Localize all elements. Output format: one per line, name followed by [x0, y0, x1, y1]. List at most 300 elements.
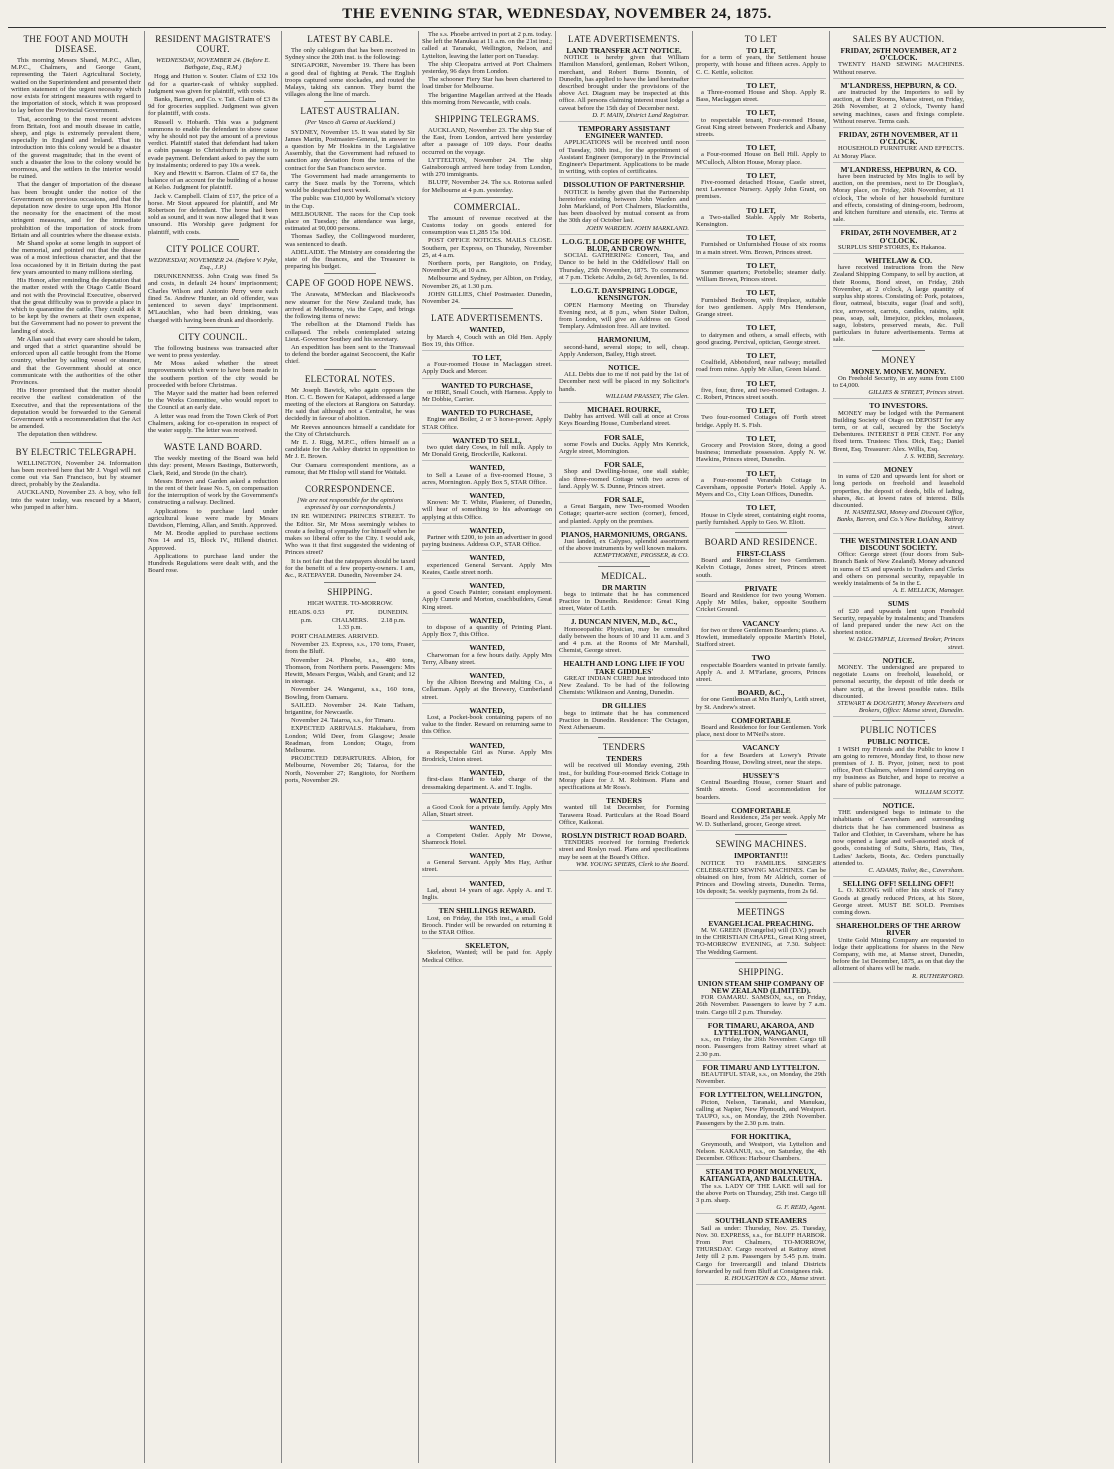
ad-signature: GILLIES & STREET, Princes street.	[868, 389, 964, 397]
advertisement	[696, 172, 826, 204]
ad-body: Coalfield, Abbotsford, near railway; metalled road from mine. Apply Mr Allan, Green Island.	[696, 359, 826, 374]
advertisement	[696, 435, 826, 467]
advertisement	[422, 880, 552, 905]
ad-title: WANTED,	[469, 795, 505, 805]
advertisement	[696, 550, 826, 582]
ad-title: L.O.G.T. DAYSPRING LODGE, KENSINGTON.	[570, 286, 678, 303]
ad-body: a Competent Ostler. Apply Mr Dowse, Shamrock Hotel.	[422, 831, 552, 846]
paragraph: Key and Hewitt v. Barron. Claim of £7 6s, the balance of an account for the building of a house at Kelso. Judgment for plaintiff.	[148, 170, 278, 192]
ad-body: two quiet dairy Cows, in full milk. Apply to Mr Donald Greig, Brockville, Kaikorai.	[422, 443, 552, 459]
paragraph: Northern ports, per Rangitoto, on Friday, November 26, at 10 a.m.	[422, 260, 552, 275]
ad-body: Unite Gold Mining Company are requested to lodge their applications for shares in the New Company, with me, at Manse street, Dunedin, before the 1st December, 1875, as on that day the allotment of shares will be made.	[833, 936, 964, 973]
advertisement	[696, 920, 826, 959]
article-headline: COMMERCIAL.	[453, 201, 521, 212]
ad-body: Charwoman for a few hours daily. Apply Mrs Terry, Albany street.	[422, 651, 552, 666]
advertisement	[422, 644, 552, 669]
ad-title: WANTED,	[469, 463, 505, 473]
tide-cell: PT. CHALMERS. 1.33 p.m.	[331, 609, 369, 631]
ad-body: MONEY. The undersigned are prepared to negotiate Loans on freehold, leasehold, or personal security, the deposit of title deeds or share scrip, at the lowest possible rates. Bills discounted.	[833, 664, 964, 700]
article-headline: CITY COUNCIL.	[178, 331, 248, 342]
ad-body: TWENTY HAND SEWING MACHINES. Without reserve.	[833, 61, 964, 76]
section-divider	[598, 566, 650, 567]
advertisement	[422, 492, 552, 524]
advertisement	[422, 852, 552, 877]
ad-body: Shop and Dwelling-house, one stall stable; also three-roomed Cottage with two acres of land. Apply W. S. Dunne, Princes street.	[559, 468, 689, 490]
article	[696, 537, 826, 836]
ad-body: Five-roomed detached House, Castle street, next Lawrence Nursery. Apply John Grant, on premises.	[696, 179, 826, 201]
article-headline: BOARD AND RESIDENCE.	[704, 536, 818, 547]
paragraph: SINGAPORE, November 19. There has been a good deal of fighting at Perak. The English troops captured some stockades, and routed the Malays, taking six cannon. They burnt the villages along the line of march.	[285, 62, 415, 99]
advertisement	[833, 402, 964, 463]
ad-body: second-hand, several stops; to sell, cheap. Apply Anderson, Bailey, High street.	[559, 343, 689, 358]
article-headline: TO LET	[744, 34, 778, 44]
article-headline: LATE ADVERTISEMENTS.	[431, 313, 543, 324]
article	[422, 202, 552, 309]
article	[559, 571, 689, 739]
ad-body: SOCIAL GATHERING: Concert, Tea, and Dance to be held in the Oddfellows' Hall on Thursday, 25th November, 1875. To commence at 7 p.m. Tickets: Adults, 2s 6d; Juveniles, 1s 6d.	[559, 252, 689, 281]
article	[285, 278, 415, 369]
paragraph: Mr E. J. Rigg, M.P.C., offers himself as a candidate for the Ashley district in opposition to Mr J. E. Brown.	[285, 438, 415, 461]
ad-body: five, four, three, and two-roomed Cottages. J. C. Robert, Princes street south.	[696, 386, 826, 401]
ad-body: Central Boarding House, corner Stuart and Smith streets. Good accommodation for boarders.	[696, 779, 826, 801]
ad-title: WANTED,	[469, 768, 505, 778]
ad-title: WANTED,	[469, 325, 505, 335]
ad-title: TEMPORARY ASSISTANT ENGINEER WANTED.	[577, 124, 671, 141]
ad-body: FOR OAMARU. SAMSON, s.s., on Friday, 26th November. Passengers to leave by 7 a.m. train. Cargo till 2 p.m. Thursday.	[696, 994, 826, 1016]
paragraph: LYTTELTON, November 24. The ship Gainsborough arrived here today from London, with 270 immigrants.	[422, 156, 552, 179]
ad-title: PIANOS, HARMONIUMS, ORGANS.	[561, 529, 687, 539]
paragraph: That the danger of importation of the disease has been brought under the notice of the Government on previous occasions, and that the deputation now desire to urge upon His Honor the necessity for the enactment of the most stringent measures, and for the immediate prohibition of the importation of stock from Britain and all countries where the disease exists.	[11, 181, 142, 239]
paragraph: BLUFF, November 24. The s.s. Rotorua sailed for Melbourne at 4 p.m. yesterday.	[422, 179, 552, 194]
advertisement	[422, 942, 552, 967]
advertisement	[696, 407, 826, 432]
ad-title: NOTICE.	[882, 801, 915, 811]
article-headline: SEWING MACHINES.	[715, 839, 807, 850]
advertisement	[833, 537, 964, 598]
ad-body: SURPLUS SHIP STORES, Ex Hakanoa.	[838, 243, 947, 251]
section-divider	[461, 308, 513, 309]
ad-signature: C. ADAMS, Tailor, &c., Caversham.	[868, 866, 964, 874]
ad-title: TO LET,	[746, 233, 776, 243]
advertisement	[559, 238, 689, 284]
ad-title: WANTED TO SELL,	[452, 435, 522, 445]
article	[696, 839, 826, 902]
advertisement	[696, 352, 826, 377]
paragraph: Mr Shand spoke at some length in support of the memorial, and pointed out that the disease was of a most infectious character, and that the loss occasioned by it in Britain during the past few years amounted to many millions sterling.	[11, 240, 141, 276]
advertisement	[422, 742, 552, 767]
advertisement	[833, 466, 964, 534]
paragraph: Applications to purchase land under agricultural lease were made by Messrs Davidson, Fleming, Allan, and Smith. Approved.	[148, 507, 278, 529]
article-headline: CAPE OF GOOD HOPE NEWS.	[286, 278, 414, 289]
advertisement	[696, 47, 826, 79]
ad-title: DR MARTIN	[601, 582, 647, 592]
ad-body: Dabby has arrived. Will call at once at Cross Keys Boarding House, Cumberland street.	[559, 413, 689, 428]
ad-title: NOTICE.	[882, 655, 915, 665]
article-headline: BY ELECTRIC TELEGRAPH.	[15, 446, 137, 457]
paragraph: A letter was read from the Town Clerk of Port Chalmers, asking for co-operation in respect of the water supply. The letter was received.	[148, 412, 278, 434]
ad-body: The s.s. LADY OF THE LAKE will sail for the above Ports on Thursday, 25th inst. Cargo till 3 p.m. sharp.	[696, 1182, 826, 1204]
advertisement	[422, 326, 552, 351]
paragraph: EXPECTED ARRIVALS. Hakiaharu, from London; Wild Deer, from Glasgow; Jessie Readman, from London; Otago, from Melbourne.	[285, 725, 415, 755]
advertisement	[559, 47, 689, 122]
advertisement	[696, 1022, 826, 1061]
section-divider	[598, 737, 650, 738]
ad-body: NOTICE TO FAMILIES. SINGER'S CELEBRATED SEWING MACHINES. Can be obtained on hire, from Mr Aldrich, corner of Princes and Dowling streets, Dunedin. Terms, 10s deposit; 5s. weekly payments, from 2s 6d.	[696, 859, 826, 896]
tide-cell: DUNEDIN. 2.18 p.m.	[377, 609, 409, 624]
ad-body: have received instructions from the New Zealand Shipping Company, to sell by auction, at their Rooms, Bond street, on Friday, 26th November, at 2 o'clock, A large quantity of surplus ship stores. Consisting of: Pork, potatoes, flour, oatmeal, biscuits, sugar (loaf and soft), rice, arrowroot, carrots, candles, raisins, split peas, soap, salt, limejuice, pickles, molasses, sago, lobsters, preserved meats, &c. Full particulars in future advertisements. Terms at sale.	[833, 264, 964, 344]
advertisement	[422, 617, 552, 642]
ad-body: a Two-stalled Stable. Apply Mr Roberts, Kensington.	[696, 213, 826, 229]
ad-body: to dispose of a quantity of Printing Plant. Apply Box 7, this Office.	[422, 624, 552, 639]
paragraph: The rebellion at the Diamond Fields has collapsed. The rebels contemplated seizing Lieut.-Governor Southey and his secretary.	[285, 321, 415, 343]
ad-body: Office: George street (four doors from Sub-Branch Bank of New Zealand). Money advanced in sums of £5 and upwards to Traders and Clerks and others on personal security, repayable in weekly instalments of 5s in the £.	[833, 551, 964, 587]
section-divider	[872, 350, 924, 351]
ad-body: for a term of years, the Settlement house property, with house and fifteen acres. Apply to C. C. Kettle, solicitor.	[696, 54, 826, 76]
ad-body: a good Coach Painter; constant employment. Apply Cumrie and Morton, coachbuilders, Great King street.	[422, 589, 552, 611]
advertisement	[422, 907, 552, 939]
article	[422, 313, 552, 966]
ad-body: Lost, on Friday, the 19th inst., a small Gold Brooch. Finder will be rewarded on returning it to the STAR Office.	[422, 914, 552, 936]
ad-title: FOR TIMARU AND LYTTELTON.	[702, 1062, 820, 1072]
article	[285, 484, 415, 583]
ad-body: MONEY may be lodged with the Permanent Building Society of Otago on DEPOSIT for any term, or at call, secured by the Society's Debentures. INTEREST 8 PER CENT. For any fixed term. Trustees: Thos. Dick, Esq.; Daniel Brent, Esq. Treasurer: Alex. Willis, Esq.	[833, 409, 964, 453]
advertisement	[696, 807, 826, 832]
advertisement	[559, 702, 689, 734]
paragraph: Mr Allan said that every care should be taken, and urged that a strict quarantine should be enforced upon all cattle brought from the Home country, whether by sailing vessel or steamer, and that the Government should at once communicate with the authorities of the other Provinces.	[11, 335, 141, 386]
advertisement	[696, 82, 826, 107]
advertisement	[422, 582, 552, 614]
article-headline: LATEST BY CABLE.	[307, 34, 393, 44]
paragraph: ADELAIDE. The Ministry are considering the state of the finances, and the Treasurer is preparing his budget.	[285, 248, 415, 271]
ad-title: WANTED,	[469, 740, 505, 750]
ad-title: FOR SALE,	[604, 494, 644, 504]
ad-title: WANTED TO PURCHASE,	[441, 408, 533, 418]
paragraph: DRUNKENNESS. John Craig was fined 5s and costs, in default 24 hours' imprisonment; Charles Wilson and Antonio Perry were each fined 5s. Andrew Hunter, an old offender, was sentenced to seven days' imprisonment. M'Lauchlan, who had been drinking, was charged with having been drunk and disorderly.	[148, 273, 278, 324]
ad-title: PUBLIC NOTICE.	[867, 737, 930, 747]
ad-title: TO LET,	[746, 468, 776, 478]
ad-signature: D. F. MAIN, District Land Registrar.	[592, 111, 689, 119]
ad-body: Greymouth, and Westport, via Lyttelton and Nelson. KAKANUI, s.s., on Saturday, the 4th December. Offices: Harbour Chambers.	[696, 1140, 826, 1162]
paragraph: The Mayor said the matter had been referred to the Works Committee, who would report to the Council at an early date.	[148, 389, 278, 412]
ad-body: THE undersigned begs to intimate to the inhabitants of Caversham and surrounding districts that he has commenced business as Tailor and Clothier, in Caversham, where he has now opened a large and well-assorted stock of goods, consisting of Suits, Shirts, Hats, Ties, Ladies' Jackets, Boots, &c. Orders punctually attended to.	[833, 809, 964, 867]
column-2	[145, 31, 282, 1463]
ad-body: APPLICATIONS will be received until noon of Tuesday, 30th inst., for the appointment of Assistant Engineer (temporary) in the Provincial Engineer's Department. Applications to be made in writing, with copies of certificates.	[559, 139, 689, 176]
ad-title: SKELETON,	[465, 941, 509, 951]
ad-title: FOR SALE,	[604, 432, 644, 442]
column-4	[419, 31, 556, 1463]
ad-title: FOR HOKITIKA,	[731, 1132, 791, 1142]
advertisement	[559, 434, 689, 459]
advertisement	[833, 922, 964, 983]
article	[422, 31, 552, 110]
advertisement	[696, 1091, 826, 1130]
advertisement	[696, 109, 826, 141]
ad-signature: KEMPTHORNE, PROSSER, & CO.	[593, 552, 689, 560]
paragraph: PROJECTED DEPARTURES. Albion, for Melbourne, November 26; Taiaroa, for the North, November 27; Rangitoto, for Northern ports, November 29.	[285, 755, 415, 784]
ad-body: in sums of £20 and upwards lent for short or long periods on freehold and leasehold properties, the deposit of deeds, bills of lading, shares, &c. at lowest rates of interest. Bills discounted.	[833, 473, 964, 509]
advertisement	[833, 82, 964, 128]
ad-title: LAND TRANSFER ACT NOTICE.	[566, 46, 682, 55]
advertisement	[696, 654, 826, 686]
article-headline: MEETINGS	[737, 906, 785, 917]
article-headline: PUBLIC NOTICES	[860, 725, 937, 736]
ad-title: STEAM TO PORT MOLYNEUX, KAITANGATA, AND BALCLUTHA.	[699, 1167, 823, 1184]
ad-title: SUMS	[887, 599, 910, 609]
ad-body: I WISH my Friends and the Public to know I am going to remove, Monday first, to those new premises of J. B. Pryor, joiner, next to post office, Port Chalmers, where I intend carrying on my business as Butcher, and hope to receive a share of public patronage.	[833, 745, 964, 789]
ad-body: a Four-roomed Verandah Cottage in Caversham, opposite Porter's Hotel. Apply A. Myers and Co., City Loan Offices, Dunedin.	[696, 476, 826, 499]
ad-body: On Freehold Security, in any sums from £100 to £4,000.	[833, 374, 964, 389]
paragraph: Applications to purchase land under the Hundreds Regulations were dealt with, and the Board rose.	[148, 552, 278, 575]
advertisement	[696, 504, 826, 529]
article	[285, 587, 415, 784]
paragraph: This morning Messrs Shand, M.P.C., Allan, M.P.C., Chalmers, and George Grant, representing the Taieri Agricultural Society, waited on the Superintendent and presented their written statement of the urgent necessity which now exists for stringent measures with regard to the importation of stock, which it was proposed to lay before the Provincial Government.	[11, 57, 141, 115]
ad-body: Just landed, ex Calypso, splendid assortment of the above instruments by well known makers.	[559, 537, 689, 553]
article	[422, 114, 552, 198]
ad-title: TO LET,	[746, 288, 776, 298]
ad-signature: STEWART & DOUGHTY, Money Receivers and Brokers, Office: Manse street, Dunedin.	[837, 700, 964, 715]
section-divider	[324, 101, 376, 102]
ad-title: TO LET,	[472, 352, 502, 362]
ad-body: Known: Mr T. White, Plasterer, of Dunedin, will hear of something to his advantage on applying at this Office.	[422, 499, 552, 521]
advertisement	[422, 464, 552, 489]
advertisement	[696, 689, 826, 714]
advertisement	[559, 496, 689, 528]
section-divider	[872, 720, 924, 721]
paragraph: SYDNEY, November 15. It was stated by Sir James Martin, Postmaster-General, in answer to a question by Mr Hoskins in the Legislative Assembly, that the Government had refused to sanction any deviation from the terms of the contract for the San Francisco service.	[285, 128, 415, 172]
paragraph: Our Oamaru correspondent mentions, as a rumour, that Mr Hislop will stand for Waitaki.	[285, 461, 415, 476]
ad-title: TO LET,	[746, 433, 776, 443]
ad-body: begs to intimate that he has commenced Practice in Dunedin. Residence: Great King street, Water of Leith.	[559, 590, 689, 613]
advertisement	[422, 707, 552, 739]
article-headline: MEDICAL.	[601, 570, 647, 581]
ad-body: a Respectable Girl as Nurse. Apply Mrs Brodrick, Union street.	[422, 748, 552, 764]
ad-title: TO LET,	[746, 406, 776, 416]
ad-title: WANTED TO PURCHASE,	[441, 380, 533, 390]
article	[285, 374, 415, 480]
ad-body: a Four-roomed House on Bell Hill. Apply to M'Culloch, Albion House, Moray place.	[696, 151, 826, 166]
ad-body: by the Albion Brewing and Malting Co., a Cellarman. Apply at the Brewery, Cumberland street.	[422, 679, 552, 701]
article-subhead: [We are not responsible for the opinions expressed by our correspondents.]	[297, 496, 403, 512]
ad-title: HARMONIUM,	[597, 335, 651, 345]
ad-body: begs to intimate that he has commenced Practice in Dunedin. Residence: The Octagon, Next Athenaeum.	[559, 709, 689, 732]
ad-body: to dairymen and others, a small effects, with good grazing. Percival, optician, George street.	[696, 331, 826, 346]
advertisement	[559, 755, 689, 794]
article-headline: WASTE LAND BOARD.	[163, 442, 263, 453]
paragraph: AUCKLAND, November 23. A boy, who fell into the water today, was rescued by a Maori, who jumped in after him.	[11, 489, 141, 511]
section-divider	[735, 902, 787, 903]
ad-title: FRIDAY, 26TH NOVEMBER, AT 2 O'CLOCK.	[840, 46, 957, 63]
paragraph: IN RE WIDENING PRINCES STREET. To the Editor. Sir, Mr Moss seemingly wishes to create a feeling of sympathy for himself when he makes so liberal offer to the City. I would ask, Who was it that first suggested the widening of Princes street?	[285, 513, 415, 557]
paragraph: The deputation then withdrew.	[17, 431, 98, 439]
ad-body: House in Clyde street, containing eight rooms, partly furnished. Apply to Geo. W. Eliott.	[696, 511, 826, 526]
advertisement	[833, 738, 964, 799]
ad-body: L. O. KEONG will offer his stock of Fancy Goods at greatly reduced Prices, at his Store, George street. MUST BE SOLD. Premises coming down.	[833, 887, 964, 916]
advertisement	[833, 257, 964, 346]
section-divider	[187, 239, 239, 240]
ad-title: COMFORTABLE	[731, 805, 791, 815]
advertisement	[696, 207, 826, 232]
ad-title: TENDERS	[606, 796, 642, 806]
advertisement	[422, 409, 552, 434]
ad-body: Homoeopathic Physician, may be consulted daily between the hours of 10 and 11 a.m. and 3 and 4 p.m. at the Rooms of Mr Marshall, Chemist, George street.	[559, 625, 689, 655]
paragraph: Banks, Barron, and Co. v. Tait. Claim of £3 8s 9d for groceries supplied. Judgment was given for plaintiff, with costs.	[148, 96, 278, 118]
paragraph: JOHN GILLIES, Chief Postmaster. Dunedin, November 24.	[422, 290, 552, 306]
ad-title: WANTED,	[469, 705, 505, 715]
advertisement	[422, 554, 552, 579]
paragraph: The amount of revenue received at the Customs today on goods entered for consumption was £1,285 15s 10d.	[422, 214, 552, 237]
advertisement	[833, 657, 964, 718]
article	[696, 907, 826, 963]
ad-body: Board and Residence for two young Women. Apply Mr Miles, baker, opposite Southern Cricket Ground.	[696, 591, 826, 614]
advertisement	[833, 368, 964, 400]
ad-body: by March 4, Couch with an Old Hen. Apply Box 19, this Office.	[422, 333, 552, 348]
article-headline: THE FOOT AND MOUTH DISEASE.	[23, 34, 129, 54]
ad-body: for two or three Gentlemen Boarders; piano. A. Howlett, immediately opposite Martin's Hotel, Stafford street.	[696, 626, 826, 649]
advertisement	[559, 660, 689, 699]
ad-title: TO LET,	[746, 503, 776, 513]
column-5	[556, 31, 693, 1463]
ad-body: Lad, about 14 years of age. Apply A. and T. Inglis.	[422, 886, 552, 902]
advertisement	[422, 527, 552, 552]
column-7	[830, 31, 967, 1463]
advertisement	[833, 880, 964, 919]
advertisement	[696, 144, 826, 169]
paragraph: Mr M. Brodie applied to purchase sections Nos 14 and 15, Block IV., Hillend district. Approved.	[148, 530, 278, 552]
ad-title: M'LANDRESS, HEPBURN, & CO.	[840, 164, 957, 174]
paragraph: The s.s. Phoebe arrived in port at 2 p.m. today. She left the Manukau at 11 a.m. on the 21st inst.; called at Taranaki, Wellington, Nelson, and Lyttelton, leaving the latter port on Tuesday.	[422, 31, 552, 60]
ad-title: TO INVESTORS.	[869, 401, 928, 411]
article-headline: SHIPPING TELEGRAMS.	[434, 114, 540, 125]
advertisement	[559, 181, 689, 234]
article-headline: LATEST AUSTRALIAN.	[300, 106, 400, 117]
advertisement	[559, 461, 689, 493]
ad-signature: WILLIAM PRASSEY, The Glen.	[605, 392, 689, 400]
paragraph: Thomas Sadley, the Collingwood murderer, was sentenced to death.	[285, 233, 415, 248]
paragraph: The brigantine Magellan arrived at the Heads this morning from Newcastle, with coals.	[422, 91, 552, 106]
ad-body: Sail as under: Thursday, Nov. 25. Tuesday, Nov. 30. EXPRESS, s.s., for BLUFF HARBOR. From Port Chalmers, TO-MORROW, THURSDAY. Cargo received at Rattray street Jetty till 2 p.m. Passengers by 5.45 p.m. train. Cargo for Invercargill and inland Districts forwarded by rail from Bluff at Consignees risk.	[696, 1224, 826, 1275]
advertisement	[422, 769, 552, 794]
ad-signature: R. RUTHERFORD.	[912, 972, 964, 980]
ad-body: NOTICE is hereby given that William Hamilton Mansford, gentleman, Robert Wilson, merchant, and Robert Burns Bonnin, of Dunedin, has applied to have the land hereinafter described brought under the provisions of the above Act. Diagram may be inspected at this office. All persons claiming interest must lodge a caveat before the 15th day of December next.	[559, 54, 689, 112]
article-headline: SHIPPING.	[327, 587, 373, 598]
ad-body: Furnished or Unfurnished House of six rooms in a main street. Wm. Brown, Princes street.	[696, 241, 826, 256]
ad-title: WANTED,	[469, 615, 505, 625]
paragraph: The weekly meeting of the Board was held this day: present, Messrs Bastings, Butterworth, Clark, Reid, and Strode (in the chair).	[148, 455, 278, 477]
ad-title: FIRST-CLASS	[736, 548, 786, 558]
advertisement	[422, 437, 552, 462]
advertisement	[696, 1168, 826, 1214]
masthead-rule	[8, 27, 1106, 28]
ad-title: WANTED,	[469, 643, 505, 653]
ad-title: TO LET,	[746, 350, 776, 360]
section-divider	[461, 109, 513, 110]
tide-label: HIGH WATER. TO-MORROW.	[307, 600, 393, 608]
article-headline: SALES BY AUCTION.	[852, 34, 945, 44]
ad-title: SHAREHOLDERS OF THE ARROW RIVER	[836, 921, 961, 938]
ad-title: SOUTHLAND STEAMERS	[715, 1216, 807, 1226]
article-headline: TENDERS	[602, 742, 646, 753]
ad-title: FRIDAY, 26TH NOVEMBER, AT 11 O'CLOCK.	[838, 130, 959, 147]
paragraph: Jack v. Campbell. Claim of £17, the price of a horse. Mr Stout appeared for plaintiff, and Mr Robertson for defendant. The horse had been sold as sound, and it was now alleged that it was unsound. His Worship gave judgment for plaintiff, with costs.	[148, 192, 278, 236]
ad-title: MONEY. MONEY. MONEY.	[851, 366, 946, 376]
paragraph: Melbourne and Sydney, per Albion, on Friday, November 26, at 1.30 p.m.	[422, 275, 552, 290]
article-headline: CITY POLICE COURT.	[166, 243, 260, 254]
ad-signature: H. NASHELSKI, Money and Discount Office, Banks, Barron, and Co.'s New Building, Rattray street.	[836, 509, 964, 531]
ad-body: Picton, Nelson, Taranaki, and Manukau, calling at Napier, New Plymouth, and Westport. TAUPO, s.s., on Monday, the 29th November. Passengers by the 2.30 p.m. train.	[696, 1098, 826, 1128]
ad-body: NOTICE is hereby given that the Partnership heretofore existing between John Warden and John Markland, of Port Chalmers, Blacksmiths, has been dissolved by mutual consent as from the 30th day of October last.	[559, 188, 689, 225]
paragraph: The only cablegram that has been received in Sydney since the 20th inst. is the following:	[285, 47, 415, 62]
ad-body: Grocery and Provision Store, doing a good business; immediate possession. Apply N. W. Hawkins, Princes street, Dunedin.	[696, 441, 826, 464]
column-3	[282, 31, 419, 1463]
ad-title: VACANCY	[742, 743, 780, 753]
ad-title: L.O.G.T. LODGE HOPE OF WHITE, BLUE, AND CROWN.	[561, 236, 687, 254]
ad-body: Lost, a Pocket-book containing papers of no value to the finder. Reward on returning same to this Office.	[422, 714, 552, 736]
article-subhead: WEDNESDAY, NOVEMBER 24. (Before V. Pyke, Esq., J.P.)	[148, 256, 278, 272]
paragraph: MELBOURNE. The races for the Cup took place on Tuesday; the attendance was large, estimated at 90,000 persons.	[285, 210, 415, 233]
paragraph: Mr Moss asked whether the street improvements which were to have been made in the southern portion of the city would be proceeded with before Christmas.	[148, 360, 278, 389]
article-headline: RESIDENT MAGISTRATE'S COURT.	[155, 34, 271, 54]
advertisement	[833, 600, 964, 653]
ad-title: HUSSEY'S	[742, 771, 780, 781]
paragraph: The ship Cleopatra arrived at Port Chalmers yesterday, 96 days from London.	[422, 60, 552, 76]
ad-signature: WM. YOUNG SPIERS, Clerk to the Board.	[575, 860, 689, 868]
ad-title: PRIVATE	[744, 583, 778, 593]
ad-title: WANTED,	[469, 823, 505, 833]
ad-title: TO LET,	[746, 143, 776, 153]
article-headline: LATE ADVERTISEMENTS.	[568, 34, 680, 44]
ad-signature: G. F. REID, Agent.	[776, 1204, 826, 1212]
tide-cell: HEADS. 0.53 p.m.	[288, 609, 325, 624]
advertisement	[833, 131, 964, 163]
ad-body: some Fowls and Ducks. Apply Mrs Kenrick, Argyle street, Mornington.	[559, 440, 689, 455]
advertisement	[833, 229, 964, 254]
ad-title: NOTICE.	[608, 362, 640, 372]
article-headline: MONEY	[881, 354, 916, 365]
ad-body: s.s., on Friday, the 26th November. Cargo till noon. Passengers from Rattray street wharf at 2.30 p.m.	[696, 1036, 826, 1058]
advertisement	[696, 744, 826, 769]
section-divider	[324, 582, 376, 583]
ad-signature: R. HOUGHTON & CO., Manse street.	[724, 1275, 826, 1283]
ad-body: are instructed by the Importers to sell by auction, at their Rooms, Manse street, on Friday, 26th November, at 2 o'clock, Twenty hand sewing machines, cases and fixings complete. Without reserve. Terms cash.	[833, 89, 964, 125]
advertisement	[696, 289, 826, 321]
ad-title: WANTED,	[469, 671, 505, 681]
masthead: THE EVENING STAR, WEDNESDAY, NOVEMBER 24, 1875.	[342, 6, 772, 22]
ad-body: have been instructed by Mrs Inglis to sell by auction, on the premises, next to Dr Douglas's, Moray place, on Friday, 26th November, at 11 o'clock, The whole of her household furniture and effects, consisting of dining-room, bedroom, and kitchen furniture and utensils, etc. Terms at sale.	[833, 173, 964, 224]
ad-body: Board and Residence, 25s per week. Apply Mr W. D. Sutherland, grocer, George street.	[696, 814, 826, 829]
ad-body: Summer quarters; Portobello; steamer daily. William Brown, Princes street.	[696, 269, 826, 284]
advertisement	[559, 336, 689, 361]
ad-title: TO LET,	[746, 378, 776, 388]
article	[148, 34, 278, 240]
ad-title: J. DUNCAN NIVEN, M.D., &C.,	[570, 617, 678, 627]
ad-title: TO LET,	[746, 260, 776, 270]
ad-body: a Three-roomed House and Shop. Apply R. Bass, Maclaggan street.	[696, 89, 826, 104]
ad-body: TENDERS received for forming Frederick street and Roslyn road. Plans and specifications may be seen at the Board's Office.	[559, 839, 689, 861]
article-subhead: WEDNESDAY, NOVEMBER 24. (Before E. Bathgate, Esq., R.M.)	[156, 57, 270, 72]
advertisement	[559, 832, 689, 871]
advertisement	[422, 672, 552, 704]
ad-title: DR GILLIES	[601, 701, 647, 711]
ad-body: a Good Cook for a private family. Apply Mrs Allan, Stuart street.	[422, 804, 552, 819]
ad-title: EVANGELICAL PREACHING.	[708, 918, 814, 928]
article	[11, 447, 141, 511]
ad-title: TEN SHILLINGS REWARD.	[438, 906, 536, 916]
advertisement	[559, 618, 689, 657]
section-divider	[461, 197, 513, 198]
advertisement	[696, 324, 826, 349]
ad-body: a General Servant. Apply Mrs Hay, Arthur street.	[422, 859, 552, 874]
section-divider	[735, 834, 787, 835]
